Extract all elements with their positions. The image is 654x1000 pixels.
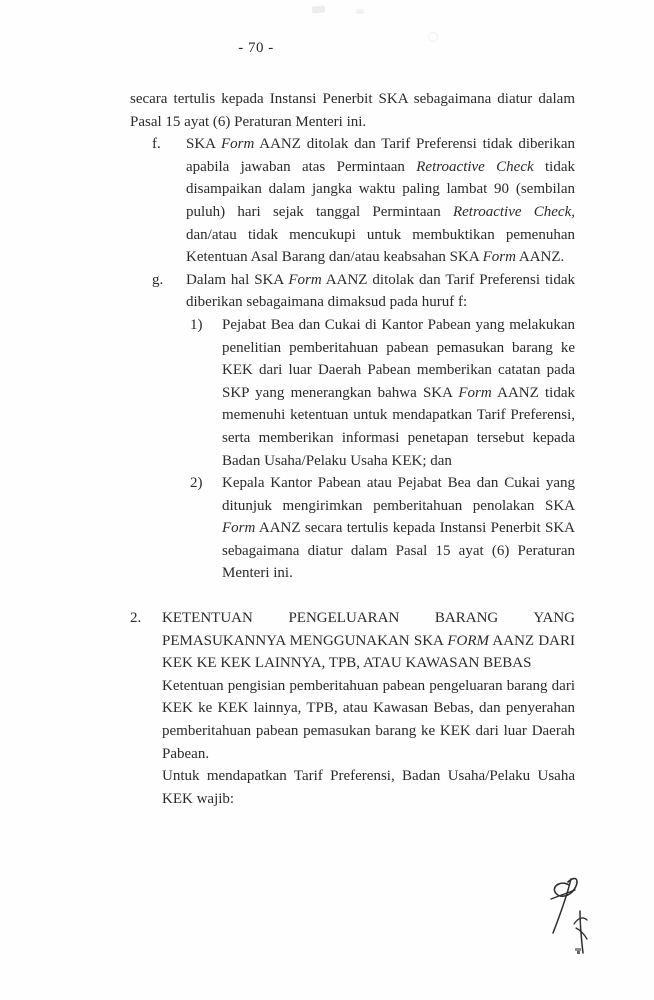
page-number: - 70 - [238,40,274,56]
scan-artifact [356,9,364,14]
list-item-g-2 [130,472,575,585]
list-item-g-2-text: Kepala Kantor Pabean atau Pejabat Bea dan Cukai yang ditunjuk mengirimkan pemberitahuan penolakan SKA Form AANZ secara tertulis kepada Instansi Penerbit SKA sebagaimana diatur dalam Pasal 15 ayat (6) Peraturan Menteri ini. [222,475,575,582]
section-2-paragraph-2: Untuk mendapatkan Tarif Preferensi, Badan Usaha/Pelaku Usaha KEK wajib: [162,768,575,807]
list-marker-1: 1) [190,316,203,333]
list-item-f-text: SKA Form AANZ ditolak dan Tarif Preferensi tidak diberikan apabila jawaban atas Permintaan Retroactive Check tidak disampaikan dalam jangka waktu paling lambat 90 (sembilan puluh) hari sejak tanggal Permintaan Retroactive Check, dan/atau tidak mencukupi untuk membuktikan pemenuhan Ketentuan Asal Barang dan/atau keabsahan SKA Form AANZ. [186,136,575,266]
list-item-g-1-text: Pejabat Bea dan Cukai di Kantor Pabean yang melakukan penelitian pemberitahuan pabean pemasukan barang ke KEK dari luar Daerah Pabean memberikan catatan pada SKP yang menerangkan bahwa SKA Form AANZ tidak memenuhi ketentuan untuk mendapatkan Tarif Preferensi, serta memberikan informasi penetapan tersebut kepada Badan Usaha/Pelaku Usaha KEK; dan [222,316,575,469]
scan-artifact [312,5,326,13]
section-2-heading-text: KETENTUAN PENGELUARAN BARANG YANG PEMASUKANNYA MENGGUNAKAN SKA FORM AANZ DARI KEK KE KEK LAINNYA, TPB, ATAU KAWASAN BEBAS [162,610,576,672]
handwritten-paraf-mark [530,868,600,978]
document-body [130,88,575,810]
section-2-heading [130,607,575,675]
section-2 [130,607,575,810]
list-marker-f: f. [152,136,161,153]
list-item-g-text: Dalam hal SKA Form AANZ ditolak dan Tarif Preferensi tidak diberikan sebagaimana dimaksud pada huruf f: [186,271,575,311]
section-2-marker: 2. [130,610,142,627]
list-marker-2: 2) [190,475,203,492]
paragraph-continuation: secara tertulis kepada Instansi Penerbit SKA sebagaimana diatur dalam Pasal 15 ayat (6) Peraturan Menteri ini. [130,91,575,130]
list-item-g [130,269,575,314]
section-2-paragraph-1: Ketentuan pengisian pemberitahuan pabean pengeluaran barang dari KEK ke KEK lainnya, TPB, atau Kawasan Bebas, dan penyerahan pemberitahuan pabean pemasukan barang ke KEK dari luar Daerah Pabean. [162,677,575,762]
list-item-f [130,133,575,269]
list-item-g-1 [130,314,575,472]
list-marker-g: g. [152,271,164,288]
scan-artifact [577,951,580,954]
scan-artifact [428,32,438,42]
